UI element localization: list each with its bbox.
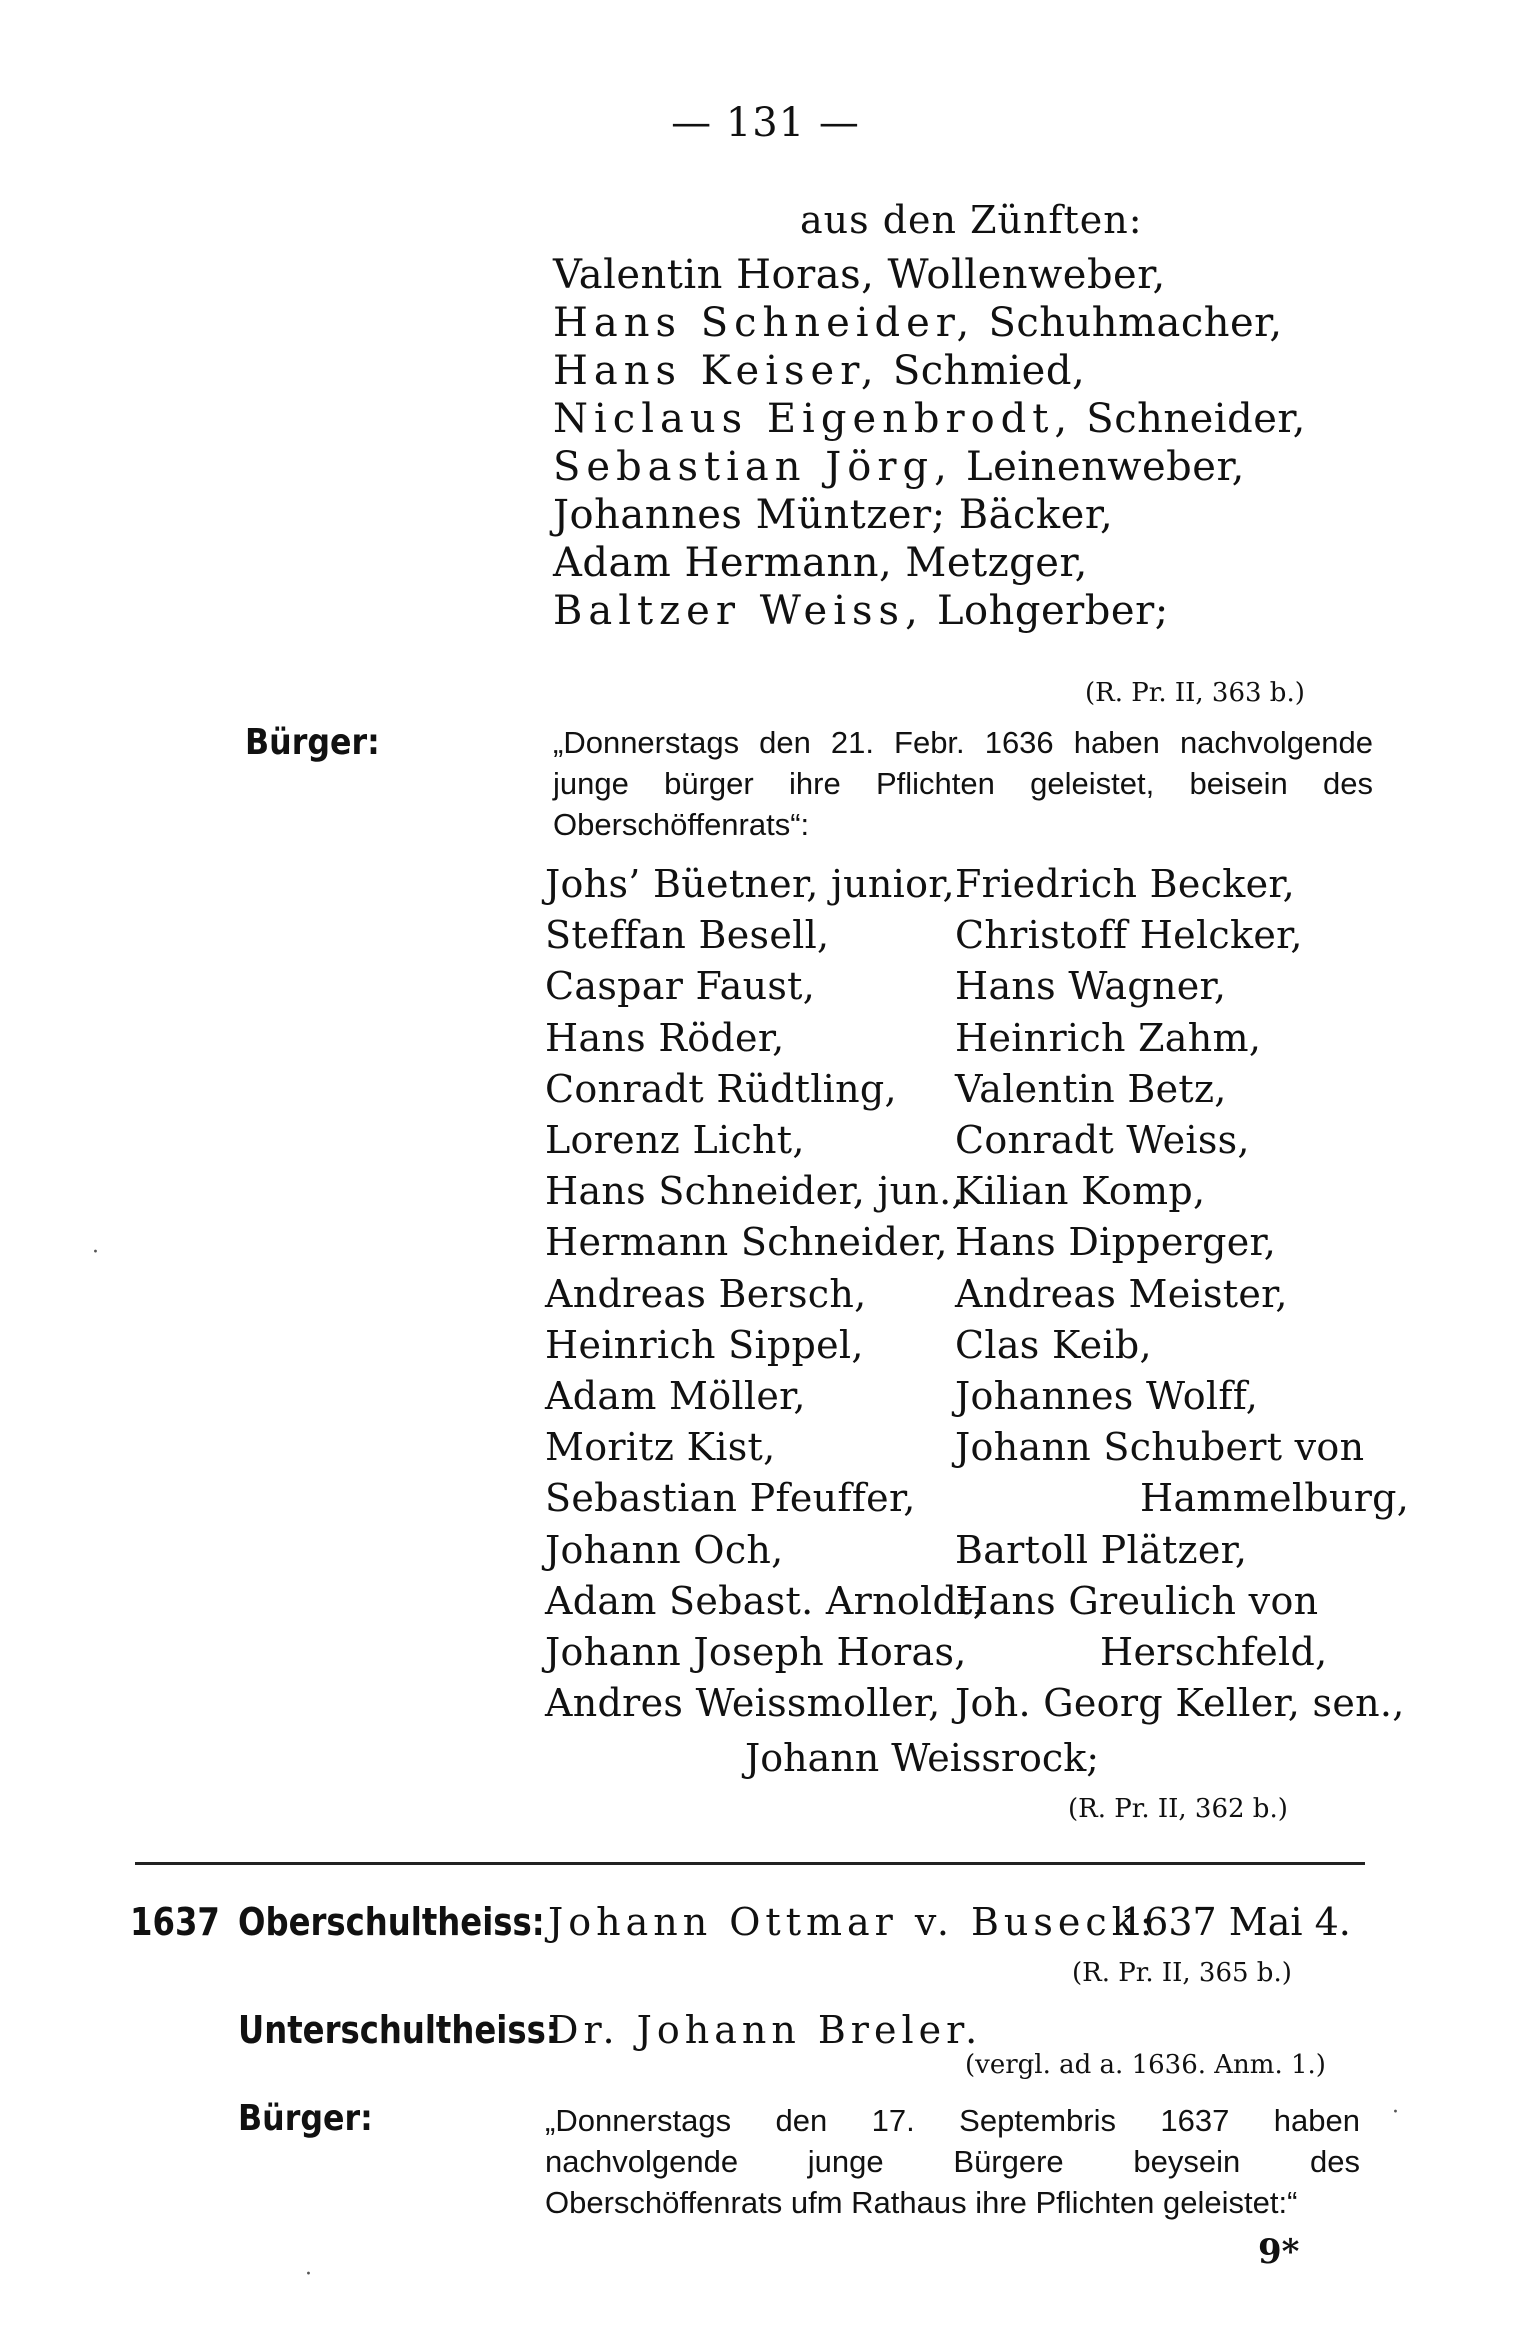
margin-dot: · [305,2262,312,2287]
member-name: Hans Schneider, [553,300,976,346]
citizen-name: Moritz Kist, [545,1425,776,1470]
member-name: Sebastian Jörg, [553,444,953,490]
citizen-name: Hans Dipperger, [955,1220,1277,1265]
citizen-name: Caspar Faust, [545,964,816,1009]
quote-1: „Donnerstags den 21. Febr. 1636 haben nachvolgende junge bürger ihre Pflichten geleistet, beisein des Oberschöffenrats“: [553,725,1373,842]
signature-mark: 9* [1258,2232,1300,2272]
citizen-name: Clas Keib, [955,1322,1152,1367]
buerger-label-2: Bürger: [238,2098,373,2139]
member-trade: Schuhmacher, [975,300,1283,346]
oberschultheiss-row [130,1900,236,1944]
citizen-name: Hammelburg, [1140,1476,1410,1521]
zunft-member [553,492,1113,538]
citizen-name: Johannes Wolff, [955,1374,1259,1418]
citizen-name: Joh. Georg Keller, sen., [955,1681,1405,1726]
citizen-name: Andres Weissmoller, [545,1681,941,1726]
citizen-name: Andreas Meister, [955,1271,1288,1316]
reference-4: (vergl. ad a. 1636. Anm. 1.) [965,2050,1326,2080]
section-divider [135,1862,1365,1865]
oberschultheiss-date: 1637 Mai 4. [1120,1900,1351,1944]
buerger-label-1: Bürger: [245,722,380,763]
member-trade: Metzger, [892,540,1088,586]
member-trade: Schneider, [1073,396,1306,442]
citizen-name: Hermann Schneider, [545,1220,948,1265]
zunft-heading: aus den Zünften: [800,198,1143,242]
member-trade: Bäcker, [945,492,1114,538]
citizen-name: Hans Röder, [545,1015,785,1060]
unterschultheiss-name: Dr. Johann Breler. [548,2008,983,2052]
page-number: — 131 — [671,100,860,146]
zunft-member [553,444,1245,490]
zunft-member [553,252,1166,298]
reference-2: (R. Pr. II, 362 b.) [1068,1794,1288,1824]
member-trade: Lohgerber; [923,588,1169,634]
citizen-name: Johann Och, [545,1527,784,1572]
citizen-name: Heinrich Zahm, [955,1015,1262,1060]
zunft-member [553,588,1169,634]
oberschultheiss-label: Oberschultheiss: [238,1900,545,1944]
member-trade: Leinenweber, [952,444,1245,490]
member-name: Niclaus Eigenbrodt, [553,396,1074,442]
citizen-name: Johs’ Büetner, junior, [545,862,955,906]
citizen-name: Sebastian Pfeuffer, [545,1476,916,1521]
reference-1: (R. Pr. II, 363 b.) [1085,678,1305,708]
margin-dot: · [92,1240,99,1265]
last-name: Johann Weissrock; [745,1736,1100,1780]
citizen-name: Hans Greulich von [955,1578,1319,1623]
citizen-name: Heinrich Sippel, [545,1322,864,1367]
citizen-name: Hans Schneider, jun., [545,1169,964,1214]
citizen-name: Herschfeld, [1100,1630,1328,1674]
member-name: Hans Keiser, [553,348,880,394]
zunft-member [553,348,1085,394]
zunft-member [553,300,1283,346]
citizen-name: Bartoll Plätzer, [955,1527,1248,1572]
citizen-name: Andreas Bersch, [545,1271,867,1316]
zunft-member [553,540,1088,586]
reference-3: (R. Pr. II, 365 b.) [1072,1958,1292,1988]
year-label: 1637 [130,1900,220,1944]
member-name: Adam Hermann, [553,540,893,586]
oberschultheiss-name: Johann Ottmar v. Buseck: [548,1900,1158,1944]
member-name: Valentin Horas, [553,252,875,298]
unterschultheiss-label: Unterschultheiss: [238,2008,559,2052]
citizen-name: Adam Möller, [545,1374,806,1418]
citizen-name: Valentin Betz, [955,1066,1227,1111]
citizen-name: Adam Sebast. Arnoldt, [545,1578,986,1623]
member-name: Baltzer Weiss, [553,588,924,634]
citizen-name: Johann Schubert von [955,1425,1365,1470]
oberschultheiss-label-wrap [238,1900,599,1944]
member-trade: Wollenweber, [874,252,1166,298]
citizen-name: Conradt Rüdtling, [545,1066,897,1111]
citizen-name: Johann Joseph Horas, [545,1630,967,1674]
margin-dot: · [1392,2100,1399,2125]
member-trade: Schmied, [879,348,1086,394]
citizen-name: Kilian Komp, [955,1169,1206,1214]
quote-2: „Donnerstags den 17. Septembris 1637 haben nachvolgende junge Bürgere beysein des Oberschöffenrats ufm Rathaus ihre Pflichten geleistet:“ [545,2103,1360,2220]
citizen-name: Christoff Helcker, [955,913,1303,958]
zunft-member [553,396,1306,442]
member-name: Johannes Müntzer; [553,492,946,538]
citizen-name: Hans Wagner, [955,964,1227,1009]
citizen-name: Lorenz Licht, [545,1118,805,1162]
citizen-name: Steffan Besell, [545,913,830,958]
citizen-name: Conradt Weiss, [955,1118,1250,1162]
citizen-name: Friedrich Becker, [955,862,1296,906]
